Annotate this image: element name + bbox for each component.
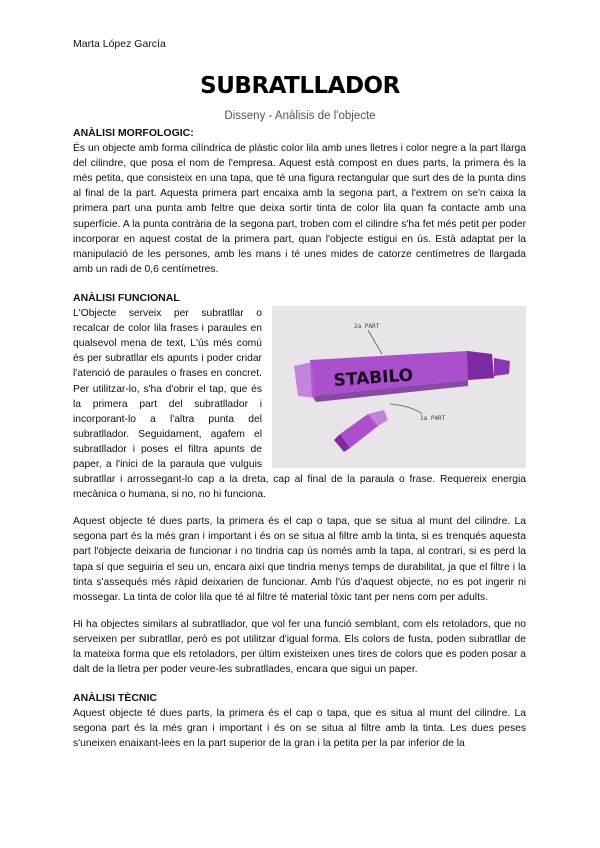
- highlighter-sketch-image: [272, 306, 526, 468]
- annotation-label-2: 1a PART: [420, 415, 446, 423]
- paragraph-tecnic: Aquest objecte té dues parts, la primera és el cap o tapa, que es situa al munt del cilindre. La segona part és la més gran i important i és on se situa al filtre amb la tinta. Les dues peses s'uneixen enaixant-lees en la part superior de la gran i la petita per la par inferior de la: [73, 708, 526, 750]
- section-heading-morfologic: ANÀLISI MORFOLOGIC:: [73, 127, 194, 139]
- section-heading-funcional: ANÀLISI FUNCIONAL: [73, 291, 180, 304]
- document-body: [73, 126, 526, 752]
- paragraph-funcional-1: L'Objecte serveix per subratllar o recalcar de color lila frases i paraules en qualsevol mena de text, L'ús més comú és per subratllar els apunts i poder cridar l'atenció de paraules o frases en concret. Per utilitzar-lo, s'ha d'obrir el tap, que és la primera part del subratllador i incorporant-lo a l'altra punta del subratllador. Seguidament, agafem el subratllador i poses el filtra apunts de paper, a l'inici de la paraula que vulguis subratllar i arrossegant-lo cap a la dreta, cap al final de la paraula o frase. Requereix energia mecànica o humana, si no, no hi funciona.: [73, 308, 526, 501]
- brand-label: STABILO: [332, 365, 414, 392]
- author-name: Marta López García: [73, 38, 166, 50]
- section-heading-tecnic: ANÀLISI TÈCNIC: [73, 692, 157, 705]
- paragraph-morfologic: És un objecte amb forma cilíndrica de plàstic color lila amb unes lletres i color negre a la part llarga del cilindre, que posa el nom de l'empresa. Aquest està compost en dues parts, la primera és la més petita, que consisteix en una tapa, que té una figura rectangular que surt des de la punta dins al final de la part. Aquesta primera part encaixa amb la segona part, a l'extrem on se'n caixa la primera part una punta amb feltre que deixa sortir tinta de color lila quan fa contacte amb una superfície. A la punta contrària de la segona part, troben com el cilindre s'ha fet més petit per poder incorporar en aquest costat de la primera part, quan l'objecte estigui en ús. Està adaptat per la manipulació de les persones, amb les mans i té unes mides de catorze centímetres de llargada amb un radi de 0,6 centímetres.: [73, 143, 526, 275]
- paragraph-funcional-3: Hi ha objectes similars al subratllador, que vol fer una funció semblant, com els retoladors, que no serveixen per subratllar, però es pot utilitzar d'igual forma. Els colors de fusta, poden subratllar de la mateixa forma que els retoladors, per últim existeixen unes tires de colors que es poden posar a dalt de la lletra per poder veure-les subratllades, encara que sigui un paper.: [73, 618, 526, 676]
- document-title: SUBRATLLADOR: [200, 73, 400, 99]
- highlighter-sketch-icon: [272, 306, 526, 468]
- annotation-label-1: 2a PART: [354, 323, 380, 331]
- document-subtitle: Disseny - Anàlisis de l'objecte: [224, 110, 376, 122]
- paragraph-funcional-2: Aquest objecte té dues parts, la primera és el cap o tapa, que se situa al munt del cilindre. La segona part és la més gran i important i és on se situa al filtre amb la tinta, si es trenqués aquesta part l'objecte deixaria de funcionar i no tindria cap ús només amb la tapa, al contrari, si es perd la tapa sí que seguiria el seu un, encara així que tindria menys temps de durabilitat, ja que el filtre i la tinta s'assequés més ràpid deixarien de funcionar. Amb l'ús d'aquest objecte, no es pot ingerir ni mossegar. La tinta de color lila que té al filtre té material tòxic tant per nens com per adults.: [73, 516, 526, 603]
